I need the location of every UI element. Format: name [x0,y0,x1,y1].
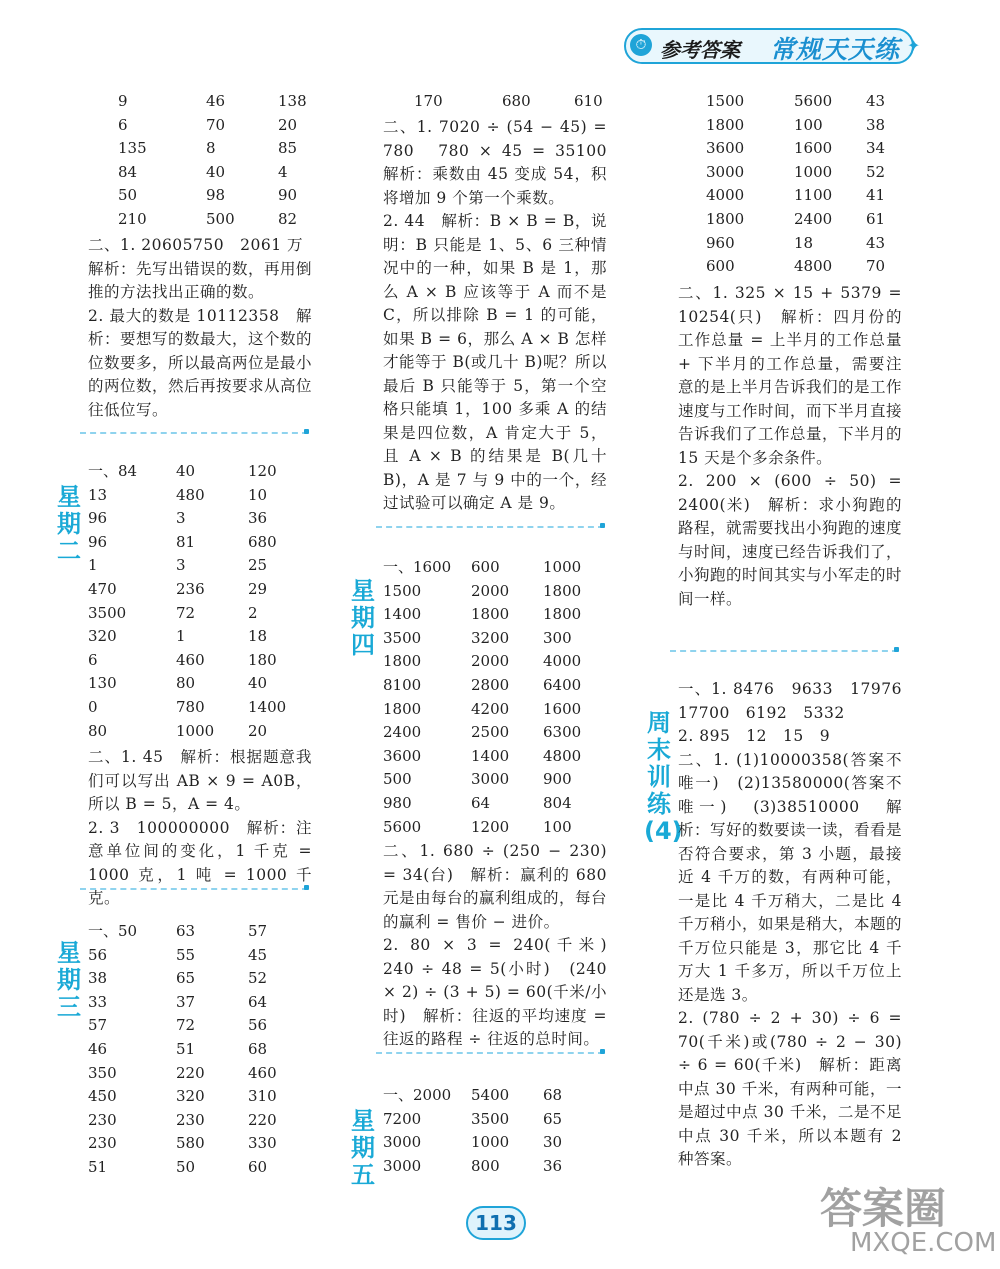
answer-cell: 230 [88,1110,117,1129]
answer-cell: 1000 [543,558,582,576]
answer-cell: 25 [248,556,268,575]
answer-cell: 4800 [794,257,833,276]
answer-row [383,1155,613,1179]
answer-cell: 130 [88,674,117,693]
text-line: 一、1. 8476 9633 17976 17700 6192 5332 [678,680,919,722]
answer-cell: 1 [88,556,98,575]
answer-cell: 1000 [471,1133,510,1152]
answer-cell: 45 [248,945,268,964]
answer-cell: 350 [88,1063,117,1082]
answer-cell: 30 [543,1133,563,1152]
answer-cell: 4800 [543,746,582,765]
answer-row [383,1084,613,1108]
answer-cell: 一、1600 [383,558,452,576]
answer-cell: 1000 [176,721,215,740]
answer-row [383,580,613,604]
answer-cell: 3500 [383,628,422,647]
answer-cell: 5600 [794,92,833,110]
answer-cell: 220 [248,1110,277,1129]
answer-row [88,507,318,531]
answer-row [383,650,613,674]
answer-cell: 2400 [794,209,833,228]
answer-row [88,578,318,602]
answer-cell: 980 [383,793,412,812]
answer-cell: 1400 [383,605,422,624]
answer-row [88,1062,318,1086]
answer-row [118,137,348,161]
answer-cell: 56 [248,1016,268,1035]
answer-cell: 0 [88,697,98,716]
answer-row [88,720,318,744]
answer-cell: 500 [206,209,235,228]
answer-cell: 460 [248,1063,277,1082]
answer-row [383,1131,613,1155]
answer-cell: 90 [278,186,298,205]
answer-row [706,90,936,114]
answer-cell: 5400 [471,1086,510,1104]
answer-cell: 3600 [383,746,422,765]
answer-cell: 84 [118,162,138,181]
answer-cell: 2500 [471,723,510,742]
answer-row [118,161,348,185]
col2-wednesday-text [383,116,624,516]
answer-cell: 5600 [383,817,422,836]
header-banner [624,22,924,70]
answer-row [88,531,318,555]
answer-cell: 20 [278,115,298,134]
answer-cell: 1800 [543,581,582,600]
answer-cell: 310 [248,1087,277,1106]
divider [376,526,604,528]
answer-cell: 9 [118,92,128,110]
divider [376,1052,604,1054]
answer-cell: 50 [176,1157,196,1176]
answer-cell: 43 [866,92,886,110]
answer-cell: 8 [206,139,216,158]
answer-cell: 10 [248,485,268,504]
divider [670,650,898,652]
answer-row [383,745,613,769]
col2-thursday-rows [383,556,613,839]
answer-cell: 600 [706,257,735,276]
divider-dot [600,1049,605,1054]
answer-cell: 一、2000 [383,1086,452,1104]
answer-cell: 70 [866,257,886,276]
answer-row [88,1132,318,1156]
answer-cell: 50 [118,186,138,205]
answer-cell: 18 [248,627,268,646]
col2-wednesday-rows [414,90,644,114]
answer-row [88,991,318,1015]
divider [80,432,308,434]
answer-row [706,232,936,256]
col1-monday-text [88,234,312,422]
watermark-url: MXQE.COM [850,1228,997,1258]
answer-row [383,1108,613,1132]
answer-cell: 330 [248,1134,277,1153]
answer-row [383,556,613,580]
col1-monday-rows [118,90,348,232]
answer-row [706,161,936,185]
answer-cell: 40 [176,462,196,480]
answer-cell: 804 [543,793,572,812]
divider-dot [304,429,309,434]
header-ref-title: 参考答案 [660,38,740,62]
answer-cell: 3000 [706,162,745,181]
text-line: 2. 44 解析：B × B = B，说明：B 只能是 1、5、6 三种情况中的一种，如果 B 是 1，那么 A × B 应该等于 A 而不是 C，所以排除 B = 1 的可能，如果 B = 6，那么 A × B 怎样才能等于 B(或几十 B)呢？所以最后 B 只能等于 5，第一个空格只能填 1，100 多乘 A 的结果是四位数，A 肯定大于 5，且 A × B 的结果是 B(几十 B)，A 是 7 与 9 中的一个，经过试验可以确定 A 是 9。 [383,212,607,512]
answer-cell: 960 [706,233,735,252]
answer-row [118,114,348,138]
answer-cell: 2 [248,603,258,622]
col3-friday-rows [706,90,936,279]
answer-cell: 1600 [543,699,582,718]
answer-cell: 680 [502,92,531,110]
answer-cell: 320 [176,1087,205,1106]
answer-cell: 1600 [794,139,833,158]
col3-friday-text [678,282,902,611]
tab-weekend: 周末训练(4) [644,709,683,845]
answer-cell: 56 [88,945,108,964]
answer-cell: 1500 [706,92,745,110]
answer-cell: 18 [794,233,814,252]
answer-cell: 46 [206,92,226,110]
answer-cell: 65 [543,1109,563,1128]
answer-cell: 6 [88,650,98,669]
text-line: 2. 3 100000000 解析：注意单位间的变化，1 千克 = 1000 克，1 吨 = 1000 千克。 [88,818,312,907]
answer-cell: 38 [88,969,108,988]
text-line: 2. 200 × (600 ÷ 50) = 2400(米) 解析：求小狗跑的路程，就需要找出小狗跑的速度与时间，速度已经告诉我们了，小狗跑的时间其实与小军走的时间一样。 [678,472,903,608]
answer-cell: 29 [248,579,268,598]
answer-cell: 82 [278,209,298,228]
answer-cell: 220 [176,1063,205,1082]
answer-cell: 41 [866,186,886,205]
page-number: 113 [466,1206,526,1240]
answer-row [706,255,936,279]
answer-cell: 52 [866,162,886,181]
answer-row [706,137,936,161]
answer-cell: 57 [248,922,268,940]
answer-cell: 70 [206,115,226,134]
answer-cell: 1800 [383,652,422,671]
answer-cell: 180 [248,650,277,669]
answer-cell: 236 [176,579,205,598]
answer-cell: 80 [88,721,108,740]
answer-cell: 2400 [383,723,422,742]
watermark [800,1176,997,1264]
answer-cell: 480 [176,485,205,504]
answer-row [88,1085,318,1109]
answer-cell: 580 [176,1134,205,1153]
tab-friday: 星期五 [351,1107,375,1189]
answer-cell: 3000 [383,1156,422,1175]
answer-cell: 36 [248,509,268,528]
answer-cell: 40 [206,162,226,181]
text-line: 2. 80 × 3 = 240(千米) 240 ÷ 48 = 5(小时) (240 × 2) ÷ (3 + 5) = 60(千米/小时) 解析：往返的平均速度 = 往返的路程 ÷ 往返的总时间。 [383,936,624,1048]
answer-row [383,603,613,627]
answer-row [706,114,936,138]
answer-row [88,625,318,649]
answer-row [383,816,613,840]
answer-cell: 450 [88,1087,117,1106]
text-line: 解析：先写出错误的数，再用倒推的方法找出正确的数。 [88,259,313,301]
answer-row [383,768,613,792]
answer-cell: 68 [543,1086,563,1104]
answer-cell: 98 [206,186,226,205]
answer-cell: 3 [176,509,186,528]
answer-row [88,696,318,720]
answer-cell: 51 [88,1157,108,1176]
answer-cell: 64 [471,793,491,812]
answer-cell: 170 [414,92,443,110]
answer-row [88,920,318,944]
answer-cell: 6 [118,115,128,134]
col2-friday-rows [383,1084,613,1178]
answer-cell: 3000 [383,1133,422,1152]
answer-cell: 138 [278,92,307,110]
answer-cell: 1800 [383,699,422,718]
answer-row [118,90,348,114]
answer-cell: 2000 [471,652,510,671]
answer-cell: 46 [88,1039,108,1058]
answer-cell: 3000 [471,770,510,789]
answer-cell: 1400 [471,746,510,765]
answer-cell: 96 [88,509,108,528]
answer-cell: 1100 [794,186,833,205]
answer-row [118,208,348,232]
answer-cell: 34 [866,139,886,158]
divider [80,888,308,890]
answer-cell: 610 [574,92,603,110]
answer-cell: 1500 [383,581,422,600]
answer-row [88,1014,318,1038]
answer-cell: 81 [176,532,196,551]
answer-cell: 320 [88,627,117,646]
col1-tuesday-rows [88,460,318,743]
answer-cell: 680 [248,532,277,551]
answer-row [88,944,318,968]
answer-cell: 37 [176,992,196,1011]
answer-row [88,484,318,508]
answer-cell: 1 [176,627,186,646]
answer-cell: 6300 [543,723,582,742]
answer-cell: 36 [543,1156,563,1175]
text-line: 二、1. 20605750 2061 万 [88,236,303,254]
answer-cell: 33 [88,992,108,1011]
answer-row [88,967,318,991]
answer-cell: 3 [176,556,186,575]
answer-cell: 85 [278,139,298,158]
clock-icon: ⏱ [630,34,652,56]
answer-cell: 51 [176,1039,196,1058]
answer-cell: 7200 [383,1109,422,1128]
answer-cell: 1800 [471,605,510,624]
answer-cell: 一、50 [88,922,138,940]
answer-row [88,460,318,484]
answer-row [706,184,936,208]
text-line: 2. 895 12 15 9 [678,727,831,745]
answer-cell: 61 [866,209,886,228]
divider-dot [304,885,309,890]
col3-weekend-text [678,678,919,1172]
answer-cell: 230 [176,1110,205,1129]
answer-cell: 100 [794,115,823,134]
star-icon: ✦ [907,36,921,55]
answer-cell: 55 [176,945,196,964]
answer-cell: 2000 [471,581,510,600]
answer-row [118,184,348,208]
answer-cell: 6400 [543,675,582,694]
text-line: 二、1. (1)10000358(答案不唯一) (2)13580000(答案不唯一) (3)38510000 解析：写好的数要读一读，看看是否符合要求，第 3 小题，最接近 4 千万的数，有两种可能，一是比 4 千万稍大，二是比 4 千万稍小，如果是稍大，本题的千万位只能是 3，那它比 4 千万大 1 千多万，所以千万位上还是选 3。 [678,750,903,1004]
answer-row [383,698,613,722]
text-line: 二、1. 7020 ÷ (54 − 45) = 780 780 × 45 = 35100 解析：乘数由 45 变成 54，积将增加 9 个第一个乘数。 [383,118,624,207]
col1-tuesday-text [88,746,312,911]
answer-row [88,649,318,673]
answer-row [383,721,613,745]
answer-cell: 470 [88,579,117,598]
answer-cell: 64 [248,992,268,1011]
answer-cell: 57 [88,1016,108,1035]
answer-cell: 4000 [543,652,582,671]
answer-cell: 460 [176,650,205,669]
answer-cell: 1000 [794,162,833,181]
text-line: 2. (780 ÷ 2 + 30) ÷ 6 = 70(千米)或(780 ÷ 2 − 30) ÷ 6 = 60(千米) 解析：距离中点 30 千米，有两种可能，一是超过中点 30 千米，二是不足中点 30 千米，所以本题有 2 种答案。 [678,1009,902,1168]
answer-cell: 3500 [471,1109,510,1128]
text-line: 二、1. 325 × 15 + 5379 = 10254(只) 解析：四月份的工作总量 = 上半月的工作总量 + 下半月的工作总量，需要注意的是上半月告诉我们的是工作速度与工作时间，而下半月直接告诉我们了工作总量，下半月的 15 天是个多余条件。 [678,284,903,467]
answer-row [88,1156,318,1180]
answer-cell: 72 [176,603,196,622]
answer-row [88,1109,318,1133]
answer-cell: 1800 [706,209,745,228]
answer-row [88,672,318,696]
tab-thursday: 星期四 [351,577,375,659]
answer-row [88,602,318,626]
text-line: 2. 最大的数是 10112358 解析：要想写的数最大，这个数的位数要多，所以最高两位是最小的两位数，然后再按要求从高位往低位写。 [88,306,313,419]
answer-cell: 80 [176,674,196,693]
answer-cell: 1200 [471,817,510,836]
answer-row [88,554,318,578]
answer-row [383,792,613,816]
answer-cell: 3600 [706,139,745,158]
answer-cell: 2800 [471,675,510,694]
answer-row [383,627,613,651]
answer-cell: 13 [88,485,108,504]
answer-cell: 43 [866,233,886,252]
tab-wednesday: 星期三 [57,939,81,1021]
answer-cell: 600 [471,558,500,576]
answer-cell: 300 [543,628,572,647]
answer-cell: 52 [248,969,268,988]
text-line: 二、1. 45 解析：根据题意我们可以写出 AB × 9 = A0B，所以 B = 5，A = 4。 [88,748,312,813]
answer-cell: 60 [248,1157,268,1176]
answer-cell: 96 [88,532,108,551]
answer-cell: 65 [176,969,196,988]
answer-cell: 8100 [383,675,422,694]
answer-cell: 72 [176,1016,196,1035]
tab-tuesday: 星期二 [57,483,81,565]
answer-cell: 230 [88,1134,117,1153]
answer-cell: 500 [383,770,412,789]
answer-row [383,674,613,698]
answer-cell: 3200 [471,628,510,647]
answer-cell: 40 [248,674,268,693]
answer-cell: 4200 [471,699,510,718]
col2-thursday-text [383,840,624,1052]
divider-dot [600,523,605,528]
col1-wednesday-rows [88,920,318,1180]
answer-cell: 63 [176,922,196,940]
answer-cell: 900 [543,770,572,789]
answer-cell: 3500 [88,603,127,622]
answer-cell: 210 [118,209,147,228]
watermark-text: 答案圈 [820,1184,947,1233]
answer-cell: 780 [176,697,205,716]
answer-cell: 135 [118,139,147,158]
answer-cell: 4 [278,162,288,181]
answer-row [88,1038,318,1062]
answer-cell: 一、84 [88,462,138,480]
answer-cell: 1400 [248,697,287,716]
answer-row [414,90,644,114]
text-line: 二、1. 680 ÷ (250 − 230) = 34(台) 解析：赢利的 680 元是由每台的赢利组成的，每台的赢利 = 售价 − 进价。 [383,842,608,931]
answer-row [706,208,936,232]
answer-cell: 4000 [706,186,745,205]
answer-cell: 100 [543,817,572,836]
answer-cell: 120 [248,462,277,480]
header-brand: 常规天天练 [770,35,901,64]
answer-cell: 1800 [706,115,745,134]
answer-cell: 20 [248,721,268,740]
answer-cell: 68 [248,1039,268,1058]
divider-dot [894,647,899,652]
answer-cell: 800 [471,1156,500,1175]
answer-cell: 1800 [543,605,582,624]
answer-cell: 38 [866,115,886,134]
